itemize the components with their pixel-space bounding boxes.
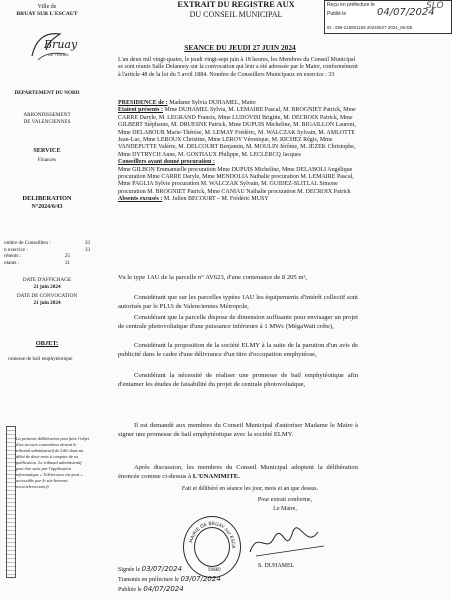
attendance-block: PRESIDENCE de : Madame Sylvia DUHAMEL, Maire Etaient présents : Mme DUHAMEL Sylvia, M. LEMAIRE Pascal, M. BROGNIET Patrick, Mme CARRE Daryle, M. LEGRAND Francis, Mme LUDOVISI Brigitte, M. DECROIX Patrick, Mme GILBERT Stéphanie, M. DRUESNE Patrick, Mme DUPUIS Micheline, M. BIGAILLON Laurent, Mme DELABOUR Marie-Thérèse, M. LEMAY Frédéric, M. WALCZAK Sylvain, M. AMLOTTE Jean-Luc, Mme LEROUX Christine, Mme LEROY Véronique, M. RICHEZ Régis, Mme VANDEPUTTE Valérie, M. DELCOURT Benjamin, M. MOULIN Jérôme, M. JEZEK Christophe, Mme DYTRYCH Anne, M. GOSTIAUX Philippe, M. LECLERCQ Jacques Conseillers ayant donné procuration : Mme GILBON Emmanuelle procuration Mme DUPUIS Micheline, Mme DELABOLI Angélique procuration Mme CARRE Daryle, Mme MENDOLIA Nathalie procuration M. LEMAIRE Pascal, Mme PAGLIA Sylvie procuration M. WALCZAK Sylvain, M. GUIDEZ-SLITLAL Simone procuration M. BROGNIET Patrick, Mme CANIAU Nathalie procuration M. DECROIX Patrick Absents excusés : M. Julien BECOURT – M. Frédéric MUSY [118, 100, 356, 203]
svg-text:sur l'Escaut: sur l'Escaut [48, 53, 69, 57]
paragraph-cadastral: Vu le type 1AU de la parcelle n° AV623, d'une contenance de 8 205 m², [118, 274, 308, 281]
certified-line: Pour extrait conforme, [257, 497, 313, 503]
margin-stamp [6, 426, 16, 578]
convocation-date: 21 juin 2024 [33, 300, 61, 306]
paragraph-considering-3: Considérant la proposition de la société ELMY à la suite de la parution d'un avis de publicité dans le cadre d'une délivrance d'un titre d'occupation emphytéose, [118, 342, 358, 358]
mayor-signature [246, 524, 336, 564]
prefecture-receipt-stamp: Reçu en préfecture le Publié le 04/07/2024 SLO ID : 059-215901193-20240627-2024_06-DE [324, 0, 452, 34]
arrondissement-label: ARRONDISSEMENT [23, 112, 71, 118]
town-header [4, 4, 90, 19]
svg-text:59860: 59860 [208, 567, 221, 572]
paragraph-decision: Après discussion, les membres du Conseil Municipal adoptent la délibération énoncée comme ci-dessus à L'UNANIMITE. [118, 464, 358, 480]
legal-notice: La présente délibération peut faire l'objet d'un recours contentieux devant le tribunal administratif de Lille dans un délai de deux mois à compter de sa publication. Le tribunal administratif peut être saisi par l'application informatique « Télérecours citoyens » accessible par le site Internet www.telerecours.fr [16, 436, 90, 489]
extract-title: EXTRAIT DU REGISTRE AUX [177, 0, 295, 9]
svg-text:Bruay: Bruay [44, 38, 78, 51]
vote-counts: ombre de Conseillers : 33 n exercice : 33 résents : 25 otants : 31 [4, 240, 90, 266]
town-name: BRUAY SUR L'ESCAUT [16, 11, 78, 18]
service-name: Finances [37, 157, 57, 163]
arrondissement-city: DE VALENCIENNES [23, 119, 71, 125]
paragraph-considering-1: Considérant que sur les parcelles typées 1AU les équipements d'intérêt collectif sont autorisés par le PLUi de Valenciennes Métropole, [118, 294, 358, 310]
meeting-heading: SEANCE DU JEUDI 27 JUIN 2024 [184, 43, 296, 52]
display-date: 21 juin 2024 [33, 284, 61, 290]
object-title: OBJET: [35, 340, 59, 347]
published-line: Publiée le 04/07/2024 [118, 585, 184, 593]
signed-line: Signée le 03/07/2024 [118, 565, 183, 573]
svg-text:MAIRIE DE BRUAY sur ESCAUT: MAIRIE DE BRUAY sur ESCA [189, 521, 236, 549]
paragraph-request: Il est demandé aux membres du Conseil Municipal d'autoriser Madame le Maire à signer une promesse de bail emphytéotique avec la société ELMY. [118, 422, 358, 438]
closing-line: Fait et délibéré en séance les jour, mois et an que dessus. [181, 486, 319, 492]
display-date-label: DATE D'AFFICHAGE [22, 277, 72, 283]
extract-subtitle: DU CONSEIL MUNICIPAL [189, 10, 283, 19]
deliberation-number: N°2024/6/43 [31, 204, 63, 210]
convocation-date-label: DATE DE CONVOCATION [16, 293, 78, 299]
service-label: SERVICE [33, 147, 61, 154]
department-label: DEPARTEMENT DU NORD [14, 90, 80, 96]
paragraph-considering-2: Considérant que la parcelle dispose de dimension suffisante pour envisager un projet de centrale photovoltaïque d'une puissance inférieure à 1 MWc (MégaWatt crête), [118, 314, 358, 330]
meeting-intro: L'an deux mil vingt-quatre, le jeudi vingt-sept juin à 18 heures, les Membres du Conseil Municipal se sont réunis Salle Delannoy sur la convocation qui leur a été adressée par le Maire, conformément à l'article 48 de la loi du 5 avril 1884. Nombre de Conseillers Municipaux en exercice : 33 [118, 57, 358, 78]
town-label: Ville de [37, 4, 57, 10]
mayor-name: S. DUHAMEL [258, 563, 295, 569]
object-text: romesse de bail emphytéotique [8, 356, 73, 362]
transmitted-line: Transmis en préfecture le 03/07/2024 [118, 575, 221, 583]
mayor-title: Le Maire, [273, 506, 297, 512]
municipal-seal [183, 516, 241, 578]
paragraph-considering-4: Considérant la nécessité de réaliser une promesse de bail emphytéotique afin d'entamer les études de faisabilité du projet de centrale photovoltaïque, [118, 372, 358, 388]
deliberation-label: DELIBERATION [22, 195, 72, 202]
town-logo [26, 26, 78, 66]
